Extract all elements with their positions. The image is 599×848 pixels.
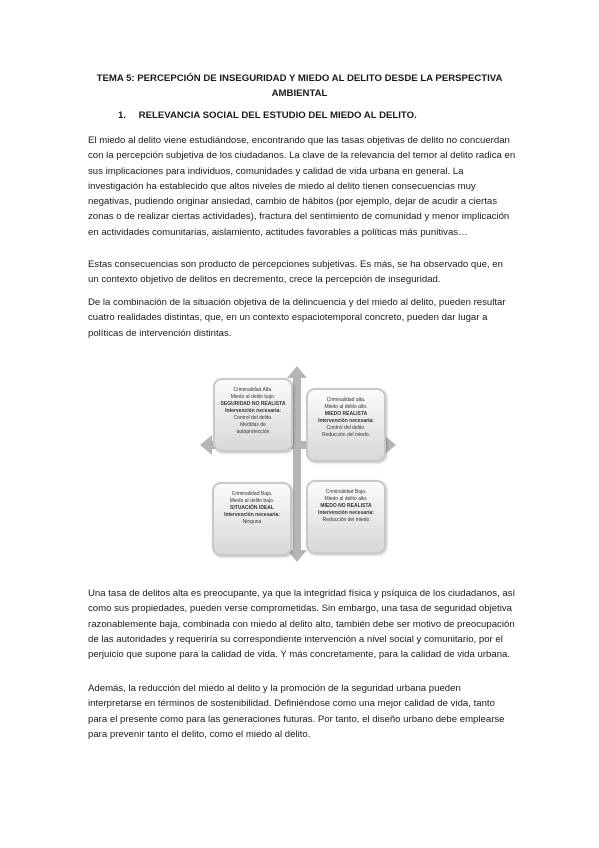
quadrant-intervention: Intervención necesaria: bbox=[225, 408, 281, 414]
quadrant-intervention: Intervención necesaria: bbox=[318, 510, 374, 516]
quadrant-intervention: Intervención necesaria: bbox=[318, 418, 374, 424]
section-title: RELEVANCIA SOCIAL DEL ESTUDIO DEL MIEDO AL DELITO. bbox=[138, 110, 417, 121]
quadrant-line: Control del delito. bbox=[326, 425, 366, 431]
paragraph: Además, la reducción del miedo al delito y la promoción de la seguridad urbana pueden interpretarse en términos de sostenibilidad. Definiéndose como una mejor calidad de vida, tanto para el presente como para las generaciones futuras. Por tanto, el diseño urbano debe emplearse para prevenir tanto el delito, como el miedo al delito. bbox=[88, 683, 505, 740]
quadrant-label: MIEDO REALISTA bbox=[324, 411, 368, 417]
quadrant-line: Criminalidad Baja. bbox=[325, 489, 367, 495]
quadrant-bottom-right bbox=[306, 480, 386, 554]
quadrant-line: Miedo al delito alto. bbox=[324, 404, 368, 410]
quadrant-intervention: Intervención necesaria: bbox=[224, 512, 280, 518]
quadrant-line: Miedo al delito alto. bbox=[324, 496, 368, 502]
quadrant-label: SEGURIDAD NO REALISTA bbox=[220, 401, 286, 407]
quadrant-line: Reducción del miedo bbox=[322, 517, 370, 523]
section-number: 1. bbox=[118, 110, 127, 121]
quadrant-line: Miedo al delito bajo. bbox=[229, 498, 275, 504]
quadrant-line: Criminalidad Baja. bbox=[231, 491, 273, 497]
quadrant-line: Control del delito. bbox=[233, 415, 273, 421]
quadrant-line: Reducción del miedo. bbox=[321, 432, 371, 438]
paragraph: Una tasa de delitos alta es preocupante, ya que la integridad física y psíquica de los ciudadanos, así como sus propiedades, pueden verse comprometidas. Sin embargo, una tasa de seguridad objetiva razonablemente baja, combinada con miedo al delito alto, también debe ser motivo de preocupación de las autoridades y requeriría su correspondiente intervención a nivel social y comunitario, por el perjuicio que supone para la calidad de vida. Y más concretamente, para la calidad de vida urbana. bbox=[88, 588, 516, 661]
section-heading bbox=[118, 110, 417, 121]
paragraph: El miedo al delito viene estudiándose, encontrando que las tasas objetivas de delito no concuerdan con la percepción subjetiva de los ciudadanos. La clave de la relevancia del temor al delito radica en sus implicaciones para individuos, comunidades y calidad de vida urbana en general. La investigación ha establecido que altos niveles de miedo al delito tienen consecuencias muy negativas, pudiendo originar ansiedad, cambio de hábitos (por ejemplo, dejar de acudir a ciertas zonas o de realizar ciertas actividades), fractura del sentimiento de comunidad y menor implicación en actividades comunitarias, aislamiento, actitudes favorables a políticas más punitivas… bbox=[88, 135, 516, 238]
page-title: TEMA 5: PERCEPCIÓN DE INSEGURIDAD Y MIEDO AL DELITO DESDE LA PERSPECTIVA AMBIENTAL bbox=[96, 73, 503, 99]
quadrant-line: autoprotección bbox=[236, 429, 270, 435]
quadrant-label: SITUACIÓN IDEAL bbox=[230, 505, 274, 511]
paragraph: De la combinación de la situación objetiva de la delincuencia y del miedo al delito, pueden resultar cuatro realidades distintas, que, en un contexto espaciotemporal concreto, pueden dar lugar a políticas de intervención distintas. bbox=[88, 297, 506, 339]
quadrant-line: Miedo al delito bajo. bbox=[230, 394, 276, 400]
paragraph: Estas consecuencias son producto de percepciones subjetivas. Es más, se ha observado que, en un contexto objetivo de delitos en decremento, crece la percepción de inseguridad. bbox=[88, 259, 503, 286]
quadrant-top-right bbox=[306, 388, 386, 462]
quadrant-line: Medidas de bbox=[240, 422, 266, 428]
quadrant-top-left bbox=[213, 378, 293, 452]
quadrant-label: MIEDO NO REALISTA bbox=[320, 503, 372, 509]
quadrant-bottom-left bbox=[212, 482, 292, 556]
quadrant-line: Criminalidad alta. bbox=[326, 397, 366, 403]
quadrant-line: Ninguna bbox=[242, 519, 262, 525]
quadrant-diagram bbox=[200, 366, 396, 562]
quadrant-line: Criminalidad Alta. bbox=[233, 387, 273, 393]
